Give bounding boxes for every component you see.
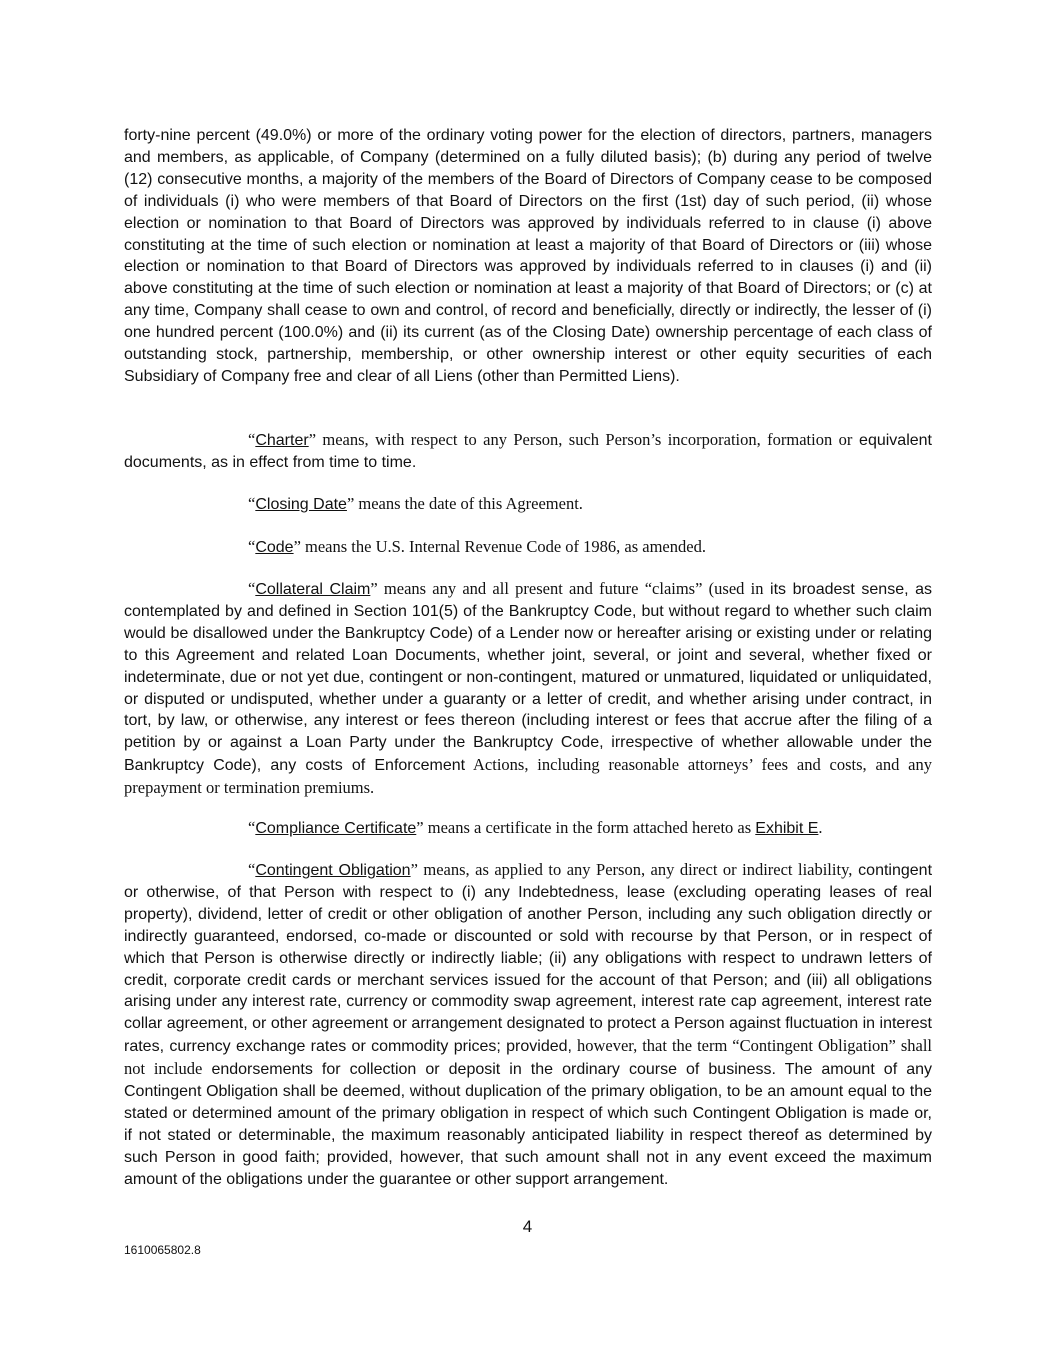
definition-text: ” means the U.S. Internal Revenue Code of 1986, as amended. [293, 537, 706, 556]
exhibit-reference: Exhibit E [755, 820, 819, 837]
definition-body: its broadest sense, as contemplated by and defined in Section 101(5) of the Bankruptcy Code, but without regard to whether such claim would be disallowed under the Bankruptcy Code) of a Lender now or hereafter arising or existing under or relating to this Agreement and related Loan Documents, whether joint, several, or joint and several, whether fixed or indeterminate, due or not yet due, contingent or non-contingent, matured or unmatured, liquidated or unliquidated, or disputed or undisputed, whether under a guaranty or a letter of credit, and whether arising under contract, in tort, by law, or otherwise, any interest or fees thereon (including interest or fees that accrue after the filing of a petition by or against a Loan Party under the Bankruptcy Code, irrespective of whether allowable under the Bankruptcy Code), any costs of Enforcement [124, 581, 932, 775]
open-quote: “ [248, 494, 256, 513]
open-quote: “ [248, 430, 256, 449]
definition-text: ” means the date of this Agreement. [346, 494, 583, 513]
definition-text: ” means a certificate in the form attached hereto as [416, 818, 756, 837]
definition-text: ” means, as applied to any Person, any direct or indirect liability, [410, 860, 853, 879]
document-id: 1610065802.8 [124, 1243, 201, 1257]
page-number: 4 [522, 1217, 533, 1236]
definition-text: ” means, with respect to any Person, such Person’s incorporation, formation or [308, 430, 853, 449]
definition-closing-date [124, 493, 932, 516]
change-of-control-continuation: forty-nine percent (49.0%) or more of the ordinary voting power for the election of directors, partners, managers and members, as applicable, of Company (determined on a fully diluted basis); (b) during any period of twelve (12) consecutive months, a majority of the members of the Board of Directors of Company cease to be composed of individuals (i) who were members of that Board of Directors on the first (1st) day of such period, (ii) whose election or nomination to that Board of Directors was approved by individuals referred to in clause (i) above constituting at the time of such election or nomination at least a majority of that Board of Directors or (iii) whose election or nomination to that Board of Directors was approved by individuals referred to in clauses (i) and (ii) above constituting at the time of such election or nomination at least a majority of that Board of Directors; or (c) at any time, Company shall cease to own and control, of record and beneficially, directly or indirectly, the lesser of (i) one hundred percent (100.0%) and (ii) its current (as of the Closing Date) ownership percentage of each class of outstanding stock, partnership, membership, or other ownership interest or other equity securities of each Subsidiary of Company free and clear of all Liens (other than Permitted Liens). [124, 127, 932, 385]
definition-charter [124, 429, 932, 474]
open-quote: “ [248, 818, 256, 837]
definition-contingent-obligation [124, 859, 932, 1191]
defined-term-code: Code [255, 539, 294, 556]
definition-text: ” means any and all present and future “claims” (used in [370, 579, 764, 598]
defined-term-charter: Charter [255, 432, 309, 449]
definition-proviso: however, that the term “Contingent Obligation” shall not include [124, 1036, 932, 1079]
period: . [818, 818, 823, 837]
open-quote: “ [248, 579, 256, 598]
definition-collateral-claim [124, 578, 932, 800]
open-quote: “ [248, 537, 256, 556]
defined-term-collateral-claim: Collateral Claim [255, 581, 371, 598]
definition-code [124, 536, 932, 559]
defined-term-contingent-obligation: Contingent Obligation [255, 862, 411, 879]
definition-compliance-certificate [124, 817, 932, 840]
definition-body-continued: endorsements for collection or deposit in the ordinary course of business. The amount of any Contingent Obligation shall be deemed, without duplication of the primary obligation, to be an amount equal to the stated or determined amount of the primary obligation in respect of which such Contingent Obligation is made or, if not stated or determinable, the maximum reasonably anticipated liability in respect thereof as determined by such Person in good faith; provided, however, that such amount shall not in any event exceed the maximum amount of the obligations under the guarantee or other support arrangement. [124, 1061, 933, 1188]
defined-term-compliance-certificate: Compliance Certificate [255, 820, 417, 837]
definition-body: contingent or otherwise, of that Person with respect to (i) any Indebtedness, lease (excluding operating leases of real property), dividend, letter of credit or other obligation of another Person, including any such obligation directly or indirectly guaranteed, endorsed, co-made or discounted or sold with recourse by that Person, or in respect of which that Person is otherwise directly or indirectly liable; (ii) any obligations with respect to undrawn letters of credit, corporate credit cards or merchant services issued for the account of that Person; and (iii) all obligations arising under any interest rate, currency or commodity swap agreement, interest rate cap agreement, interest rate collar agreement, or other agreement or arrangement designated to protect a Person against fluctuation in interest rates, currency exchange rates or commodity prices; provided, [124, 862, 933, 1056]
definition-tail: Actions, including reasonable attorneys’ fees and costs, and any prepayment or termination premiums. [124, 755, 932, 798]
defined-term-closing-date: Closing Date [255, 496, 347, 513]
definition-text-continued: equivalent documents, as in effect from time to time. [124, 432, 932, 471]
open-quote: “ [248, 860, 256, 879]
